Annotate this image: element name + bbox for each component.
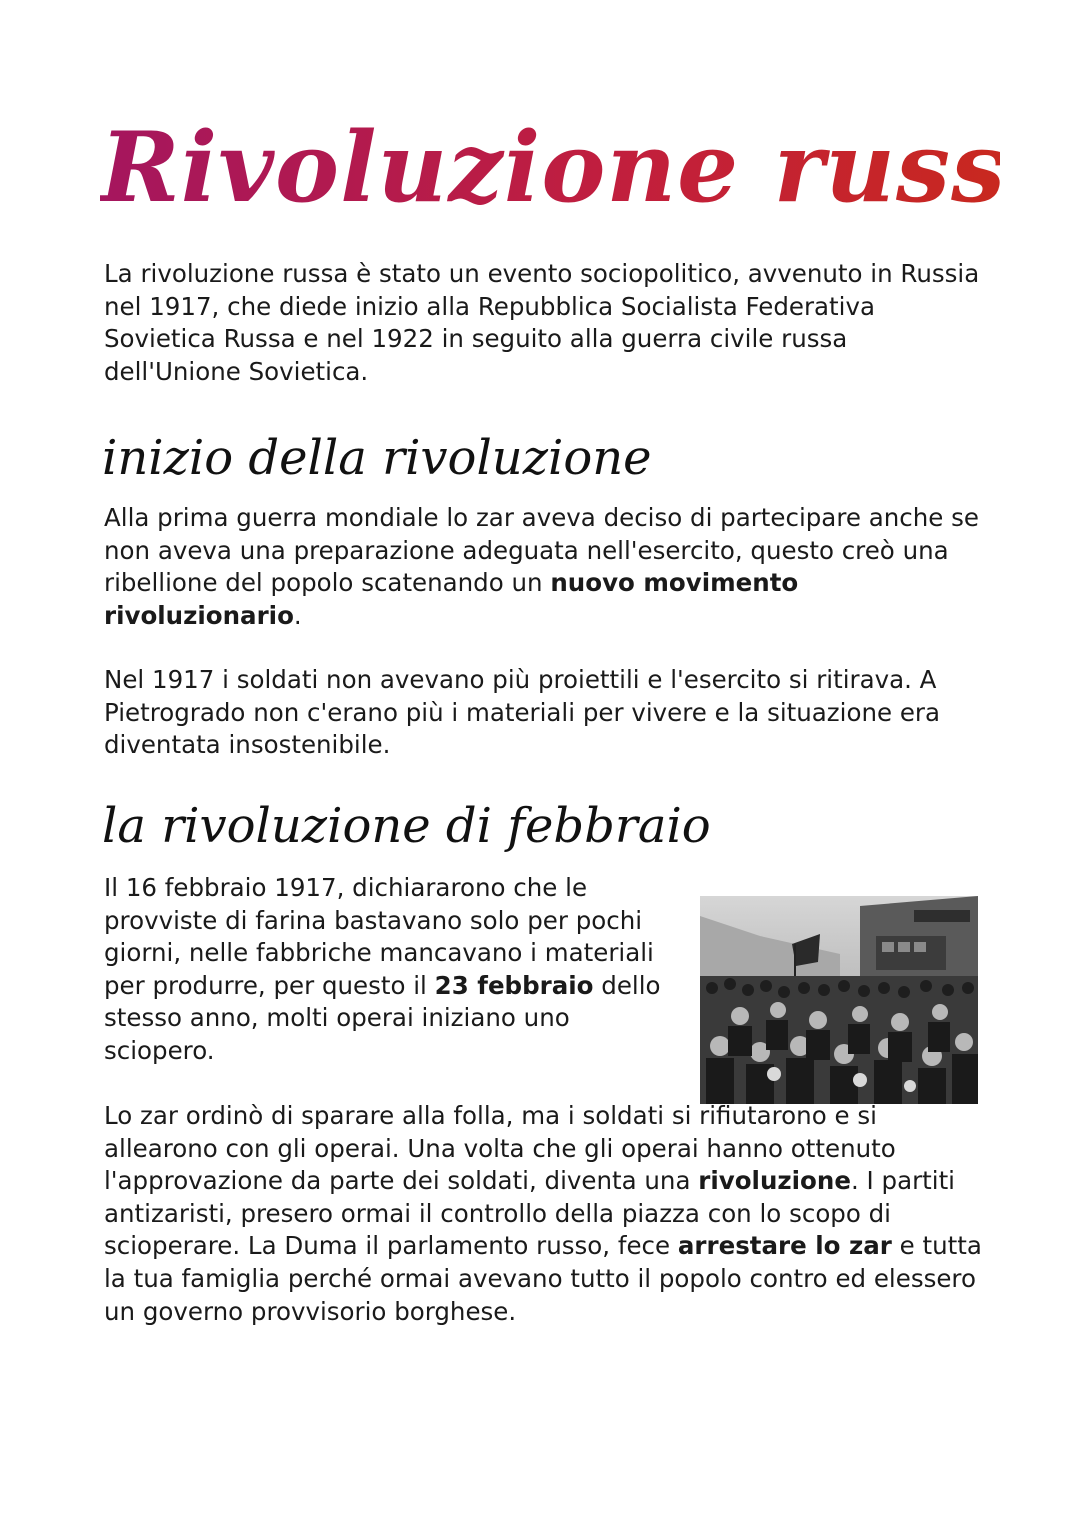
inizio-text: Alla prima guerra mondiale lo zar aveva deciso di partecipare anche se non aveva una preparazione adeguata nell'esercito, questo creò una ribellione del popolo scatenando un (104, 503, 979, 598)
section-heading-inizio: inizio della rivoluzione (102, 430, 652, 486)
section-heading-febbraio: la rivoluzione di febbraio (102, 798, 711, 854)
febbraio-p2-a: Lo zar ordinò di sparare alla folla, ma i soldati si rifiutarono e si allearono con gli operai. Una volta che gli operai hanno ottenuto l'approvazione da parte dei soldati, diventa una (104, 1101, 896, 1196)
febbraio-paragraph-2 (104, 1100, 984, 1328)
inizio-paragraph-1 (104, 502, 984, 632)
febbraio-paragraph-1 (104, 872, 684, 1068)
febbraio-text-a: Il 16 febbraio 1917, dichiararono che le provviste di farina bastavano solo per pochi giorni, nelle fabbriche mancavano i materiali per produrre, per questo il (104, 873, 654, 1000)
crowd-photo (700, 896, 978, 1104)
inizio-bold: nuovo movimento rivoluzionario (104, 568, 799, 630)
febbraio-bold-date: 23 febbraio (434, 970, 594, 1000)
rivoluzione-bold: rivoluzione (698, 1166, 851, 1196)
intro-paragraph: La rivoluzione russa è stato un evento sociopolitico, avvenuto in Russia nel 1917, che diede inizio alla Repubblica Socialista Federativa Sovietica Russa e nel 1922 in seguito alla guerra civile russa dell'Unione Sovietica. (104, 259, 980, 386)
inizio-end: . (293, 600, 302, 630)
febbraio-p2-c: e tutta la tua famiglia perché ormai avevano tutto il popolo contro ed elessero un governo provvisorio borghese. (104, 1231, 982, 1326)
crowd-photo-icon (700, 896, 978, 1104)
arrestare-bold: arrestare lo zar (677, 1231, 892, 1261)
page-title: Rivoluzione russa (100, 108, 1000, 228)
febbraio-text-b: dello stesso anno, molti operai iniziano uno sciopero. (104, 970, 661, 1065)
inizio-paragraph-2: Nel 1917 i soldati non avevano più proiettili e l'esercito si ritirava. A Pietrogrado non c'erano più i materiali per vivere e la situazione era diventata insostenibile. (104, 665, 940, 760)
febbraio-p2-b: . I partiti antizaristi, presero ormai il controllo della piazza con lo scopo di scioperare. La Duma il parlamento russo, fece (104, 1166, 955, 1261)
